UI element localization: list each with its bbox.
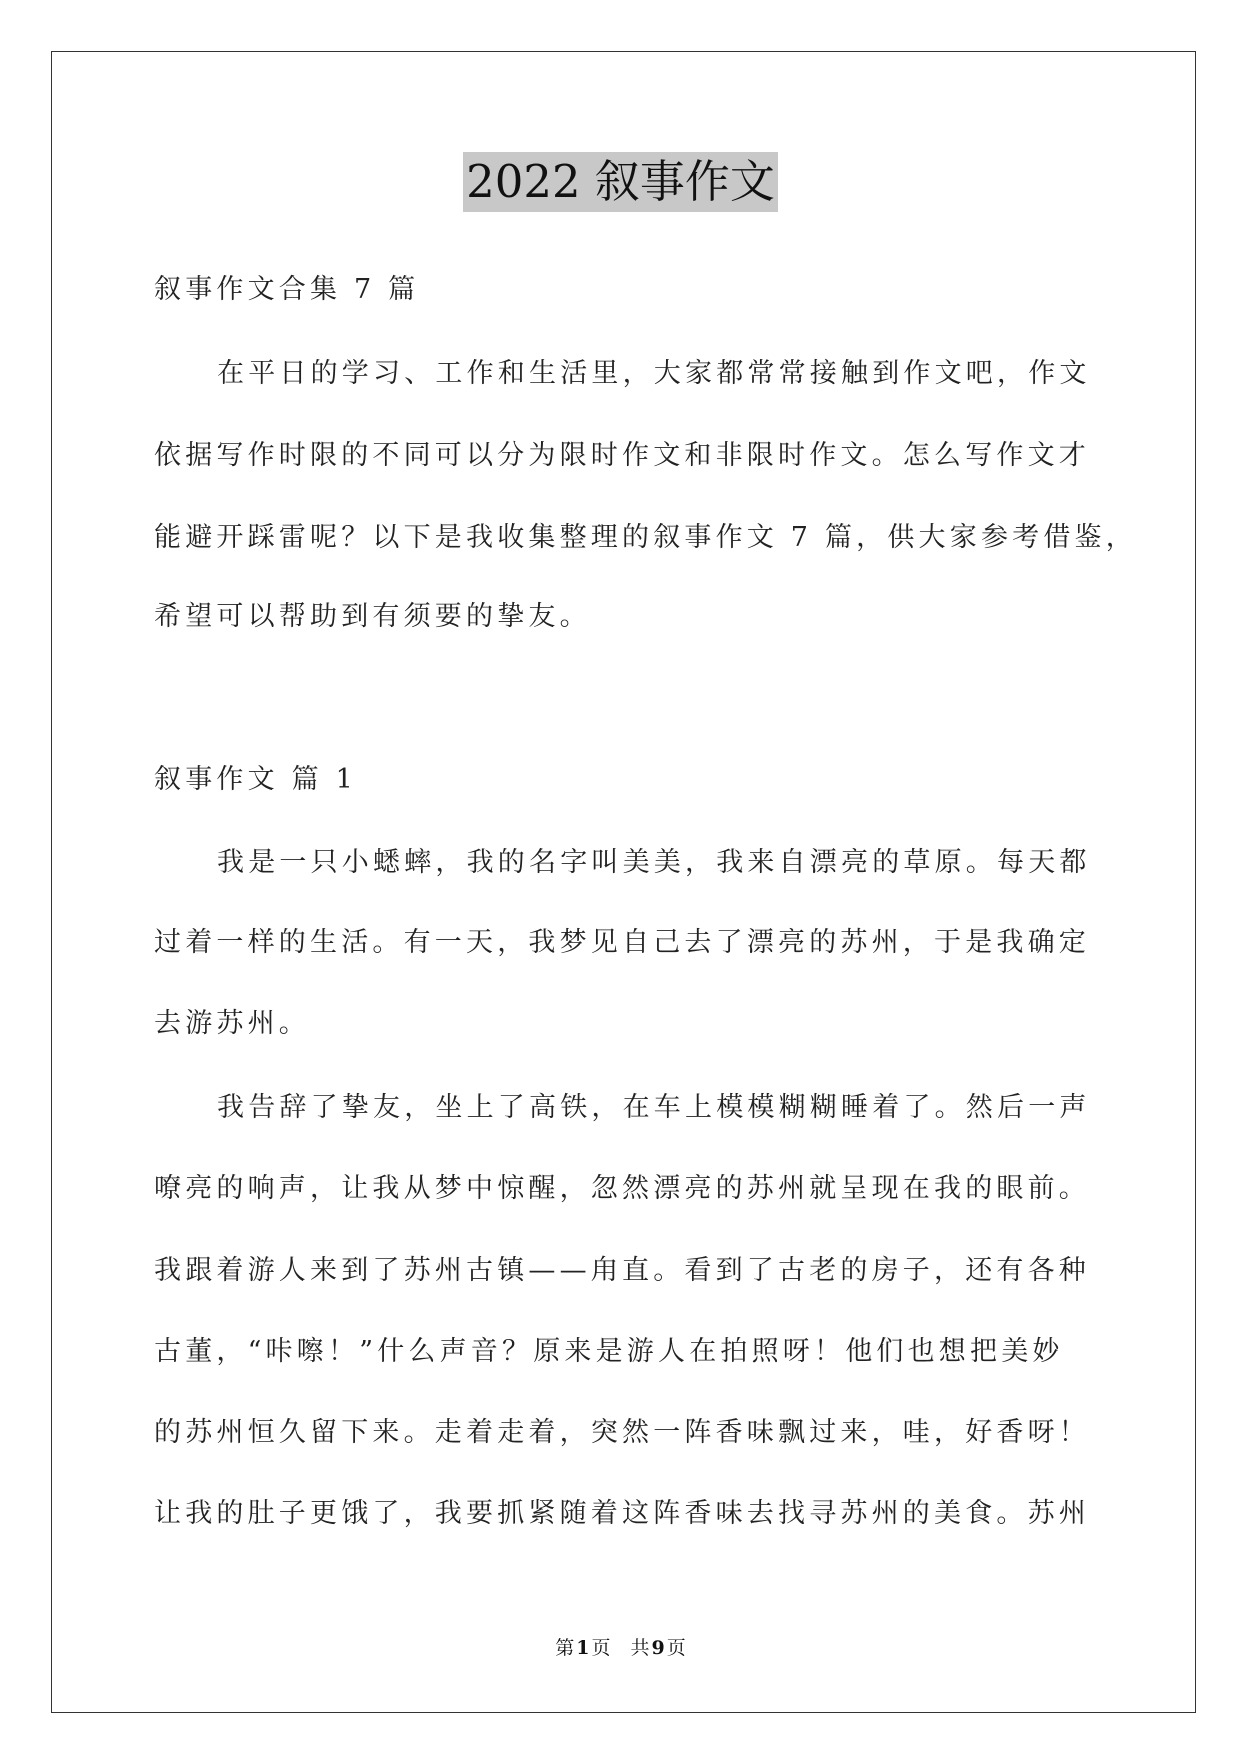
page-suffix: 页 bbox=[591, 1637, 611, 1659]
total-prefix: 共 bbox=[630, 1637, 650, 1659]
paragraph-line: 希望可以帮助到有须要的挚友。 bbox=[154, 601, 591, 632]
section-heading: 叙事作文 篇 1 bbox=[154, 764, 357, 795]
paragraph-line: 我跟着游人来到了苏州古镇——甪直。看到了古老的房子，还有各种 bbox=[154, 1255, 1090, 1286]
paragraph-line: 我告辞了挚友，坐上了高铁，在车上模模糊糊睡着了。然后一声 bbox=[217, 1092, 1091, 1123]
document-title: 2022 叙事作文 bbox=[463, 152, 778, 212]
title-container bbox=[0, 152, 1241, 212]
paragraph-line: 依据写作时限的不同可以分为限时作文和非限时作文。怎么写作文才 bbox=[154, 440, 1090, 471]
paragraph-line: 在平日的学习、工作和生活里，大家都常常接触到作文吧，作文 bbox=[217, 358, 1091, 389]
collection-heading: 叙事作文合集 7 篇 bbox=[154, 274, 420, 305]
total-pages-number: 9 bbox=[651, 1637, 665, 1659]
current-page-number: 1 bbox=[576, 1637, 590, 1659]
paragraph-line: 去游苏州。 bbox=[154, 1008, 310, 1039]
paragraph-line: 的苏州恒久留下来。走着走着，突然一阵香味飘过来，哇，好香呀！ bbox=[154, 1417, 1090, 1448]
paragraph-line: 我是一只小蟋蟀，我的名字叫美美，我来自漂亮的草原。每天都 bbox=[217, 847, 1091, 878]
page-footer bbox=[0, 1636, 1241, 1660]
paragraph-line: 古董，“咔嚓！”什么声音？原来是游人在拍照呀！他们也想把美妙 bbox=[154, 1336, 1064, 1367]
paragraph-line: 嘹亮的响声，让我从梦中惊醒，忽然漂亮的苏州就呈现在我的眼前。 bbox=[154, 1173, 1090, 1204]
total-suffix: 页 bbox=[666, 1637, 686, 1659]
paragraph-line: 过着一样的生活。有一天，我梦见自己去了漂亮的苏州，于是我确定 bbox=[154, 927, 1090, 958]
paragraph-line: 让我的肚子更饿了，我要抓紧随着这阵香味去找寻苏州的美食。苏州 bbox=[154, 1498, 1090, 1529]
paragraph-line: 能避开踩雷呢？以下是我收集整理的叙事作文 7 篇，供大家参考借鉴， bbox=[154, 522, 1137, 553]
page-prefix: 第 bbox=[555, 1637, 575, 1659]
